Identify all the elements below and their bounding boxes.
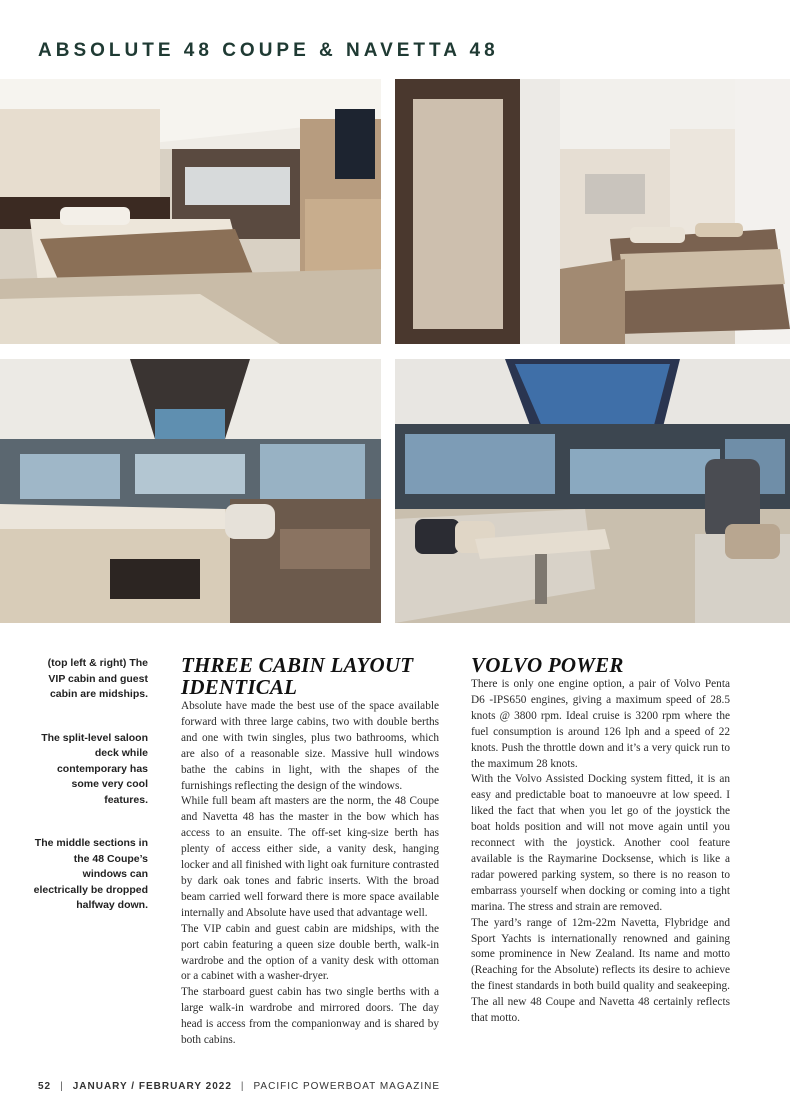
section-heading-power: VOLVO POWER: [471, 653, 624, 677]
magazine-name: PACIFIC POWERBOAT MAGAZINE: [253, 1081, 441, 1092]
page-title: ABSOLUTE 48 COUPE & NAVETTA 48: [38, 40, 499, 61]
article-column-cabins: [181, 654, 439, 1049]
photo-saloon-dinette: [395, 359, 790, 623]
paragraph: The VIP cabin and guest cabin are midships, with the port cabin featuring a queen size double berth, walk-in wardrobe and the option of a vanity desk with ottoman or a cabinet with a washer-dryer.: [181, 922, 439, 983]
paragraph: There is only one engine option, a pair of Volvo Penta D6 -IPS650 engines, giving a maximum speed of 28.5 knots @ 3800 rpm. Ideal cruise is 3200 rpm where the fuel consumption is around 126 lph and a speed of 22 knots. Push the throttle down and it’s a very quick run to the maximum 28 knots.: [471, 678, 730, 770]
paragraph: The starboard guest cabin has two single berths with a large walk-in wardrobe and mirrored doors. The day head is access from the companionway and is shared by both cabins.: [181, 986, 439, 1047]
caption-cabins: (top left & right) The VIP cabin and guest cabin are midships.: [47, 657, 148, 700]
paragraph: With the Volvo Assisted Docking system fitted, it is an easy and predictable boat to manoeuvre at low speed. I liked the fact that when you let go of the joystick the boat holds position and will not move again until you reconnect with the joystick. Another cool feature available is the Raymarine Docksense, which is like a radar powered parking system, so there is no reason to embarrass yourself when docking or coming into a tight marina. The stress and strain are removed.: [471, 773, 730, 913]
caption-windows: The middle sections in the 48 Coupe’s windows can electrically be dropped halfway down.: [33, 837, 148, 911]
photo-master-cabin: [0, 79, 381, 344]
article-column-power: [471, 654, 730, 1027]
issue-date: JANUARY / FEBRUARY 2022: [72, 1081, 232, 1092]
photo-guest-cabin: [395, 79, 790, 344]
page-footer: 52 | JANUARY / FEBRUARY 2022 | PACIFIC POWERBOAT MAGAZINE: [38, 1081, 441, 1092]
paragraph: The yard’s range of 12m-22m Navetta, Flybridge and Sport Yachts is internationally renowned and gaining some prominence in New Zealand. Its name and motto (Reaching for the Absolute) reflects its desire to achieve the finest standards in both build quality and seakeeping. The all new 48 Coupe and Navetta 48 certainly reflects that motto.: [471, 916, 730, 1025]
caption-saloon: The split-level saloon deck while contemporary has some very cool features.: [41, 731, 148, 806]
page-number: 52: [38, 1081, 52, 1092]
paragraph: Absolute have made the best use of the space available forward with three large cabins, two with double berths and one with twin singles, plus two bathrooms, which are also of a reasonable size. Massive hull windows bathe the cabins in light, with the shapes of the furnishings reflecting the design of the windows.: [181, 700, 439, 792]
section-heading-cabins: THREE CABIN LAYOUT IDENTICAL: [181, 653, 414, 699]
photo-captions: [30, 656, 148, 942]
paragraph: While full beam aft masters are the norm, the 48 Coupe and Navetta 48 has the master in the bow which has access to an ensuite. The off-set king-size berth has plenty of access either side, a vanity desk, hanging locker and all finished with light oak furniture contrasted by dark oak tones and fabric inserts. With the broad beam carried well forward there is more space available internally and Absolute have used that advantage well.: [181, 795, 439, 919]
photo-galley-saloon: [0, 359, 381, 623]
